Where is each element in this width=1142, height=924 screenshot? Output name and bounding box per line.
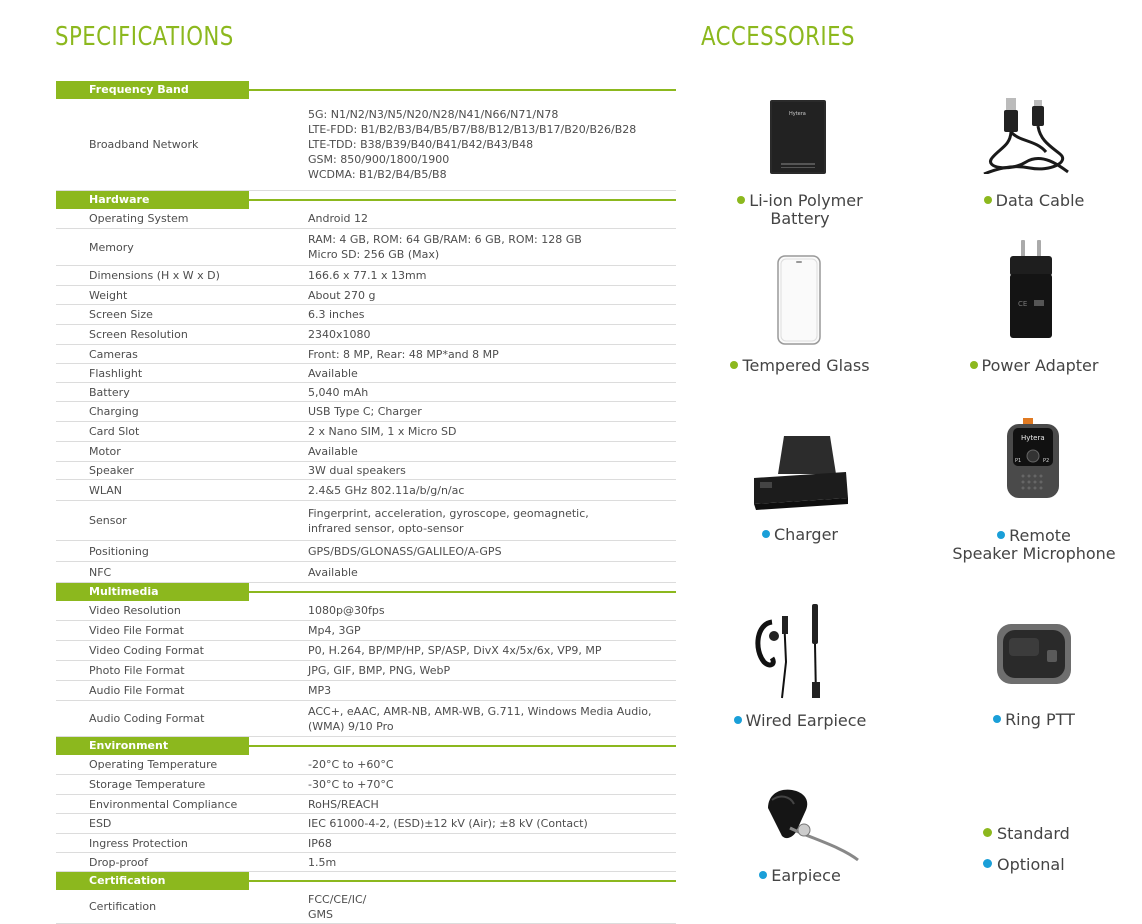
spec-label: Certification [89, 900, 157, 913]
spec-row [56, 99, 676, 191]
spec-label: Ingress Protection [89, 836, 188, 850]
spec-label: Environmental Compliance [89, 797, 238, 811]
standard-dot [730, 361, 738, 369]
spec-label: Screen Resolution [89, 328, 188, 341]
spec-label: Video Resolution [89, 604, 181, 617]
earpiece-icon [760, 786, 862, 864]
spec-row [56, 402, 676, 422]
spec-label: Memory [89, 240, 134, 254]
spec-label: Charging [89, 405, 139, 418]
spec-row [56, 442, 676, 462]
spec-label: Video Coding Format [89, 644, 204, 657]
speaker-mic-icon [1005, 418, 1061, 500]
spec-value: IP68 [308, 836, 332, 850]
legend-optional [983, 855, 1065, 874]
accessory-wired-earpiece [712, 712, 888, 730]
spec-row [56, 775, 676, 795]
spec-value: P0, H.264, BP/MP/HP, SP/ASP, DivX 4x/5x/6x, VP9, MP [308, 644, 602, 657]
spec-value: About 270 g [308, 288, 376, 302]
spec-label: Video File Format [89, 624, 184, 637]
spec-value: IEC 61000-4-2, (ESD)±12 kV (Air); ±8 kV (Contact) [308, 817, 588, 830]
speaker-brand: Hytera [1021, 434, 1045, 442]
spec-label: WLAN [89, 483, 123, 497]
spec-value: JPG, GIF, BMP, PNG, WebP [308, 664, 451, 677]
standard-dot [970, 361, 978, 369]
spec-label: Positioning [89, 544, 149, 558]
spec-row [56, 621, 676, 641]
spec-value: FCC/CE/IC/ GMS [308, 892, 367, 921]
spec-value: USB Type C; Charger [308, 405, 422, 418]
section-title: Frequency Band [56, 81, 249, 99]
battery-brand: Hytera [789, 111, 806, 117]
spec-row [56, 364, 676, 383]
spec-label: Battery [89, 385, 130, 399]
spec-label: Screen Size [89, 308, 153, 321]
spec-value: MP3 [308, 684, 332, 697]
speaker-key-p2: P2 [1043, 458, 1050, 464]
spec-value: -20°C to +60°C [308, 758, 394, 771]
spec-row [56, 480, 676, 501]
spec-label: Operating Temperature [89, 758, 218, 771]
optional-dot [759, 871, 767, 879]
spec-value: Available [308, 565, 358, 579]
spec-value: Available [308, 445, 358, 458]
section-title: Multimedia [56, 583, 249, 601]
spec-label: Audio File Format [89, 684, 185, 697]
spec-label: Cameras [89, 347, 138, 361]
spec-label: NFC [89, 565, 112, 579]
speaker-key-p1: P1 [1015, 458, 1022, 464]
spec-row [56, 266, 676, 286]
section-header [56, 583, 676, 601]
section-divider [249, 880, 676, 882]
section-title: Certification [56, 872, 249, 890]
glass-icon [776, 254, 822, 346]
adapter-icon [1008, 240, 1054, 340]
spec-row [56, 641, 676, 661]
accessory-label: Li-ion Polymer Battery [749, 191, 863, 228]
accessory-label: Tempered Glass [742, 356, 870, 375]
spec-value: 6.3 inches [308, 308, 365, 321]
ring-ptt-icon [995, 620, 1073, 690]
spec-value: Fingerprint, acceleration, gyroscope, geomagnetic, infrared sensor, opto-sensor [308, 506, 589, 535]
spec-label: Card Slot [89, 425, 140, 438]
accessory-charger [712, 526, 888, 544]
spec-row [56, 209, 676, 229]
accessory-label: Power Adapter [981, 356, 1099, 375]
spec-label: Motor [89, 445, 121, 458]
spec-value: Available [308, 366, 358, 380]
spec-row [56, 853, 676, 872]
spec-label: Flashlight [89, 366, 143, 380]
spec-label: Storage Temperature [89, 778, 206, 791]
accessory-label: Earpiece [771, 866, 841, 885]
spec-row [56, 286, 676, 305]
accessory-earpiece [712, 867, 888, 885]
spec-row [56, 795, 676, 814]
section-divider [249, 89, 676, 91]
accessory-remote-speaker-microphone [946, 527, 1122, 563]
spec-row [56, 229, 676, 266]
section-header [56, 737, 676, 755]
spec-value: 2 x Nano SIM, 1 x Micro SD [308, 425, 457, 438]
section-title: Environment [56, 737, 249, 755]
spec-value: 2.4&5 GHz 802.11a/b/g/n/ac [308, 483, 465, 497]
spec-row [56, 501, 676, 541]
standard-dot [737, 196, 745, 204]
section-divider [249, 591, 676, 593]
legend-standard-label: Standard [997, 824, 1070, 843]
legend-optional-label: Optional [997, 855, 1065, 874]
spec-value: 3W dual speakers [308, 464, 406, 477]
accessory-label: Remote Speaker Microphone [952, 526, 1116, 563]
section-divider [249, 199, 676, 201]
spec-label: Weight [89, 288, 128, 302]
spec-row [56, 422, 676, 442]
specifications-table [56, 81, 676, 924]
spec-row [56, 462, 676, 480]
spec-value: 1080p@30fps [308, 604, 385, 617]
spec-value: 166.6 x 77.1 x 13mm [308, 269, 427, 282]
optional-dot [734, 716, 742, 724]
spec-row [56, 601, 676, 621]
spec-value: 2340x1080 [308, 328, 371, 341]
accessory-label: Wired Earpiece [745, 711, 867, 730]
section-header [56, 191, 676, 209]
cable-icon [980, 96, 1072, 174]
spec-row [56, 541, 676, 562]
spec-row [56, 562, 676, 583]
spec-row [56, 890, 676, 924]
spec-label: Operating System [89, 212, 189, 225]
section-header [56, 872, 676, 890]
wired-earpiece-icon [752, 602, 832, 700]
accessory-label: Data Cable [995, 191, 1085, 210]
spec-row [56, 834, 676, 853]
spec-row [56, 681, 676, 701]
spec-row [56, 755, 676, 775]
optional-dot [762, 530, 770, 538]
section-title: Hardware [56, 191, 249, 209]
spec-row [56, 305, 676, 325]
accessory-ring-ptt [946, 711, 1122, 729]
optional-dot [997, 531, 1005, 539]
spec-label: Sensor [89, 514, 127, 527]
charger-icon [750, 434, 850, 510]
accessories-title: ACCESSORIES [701, 22, 855, 52]
spec-row [56, 345, 676, 364]
spec-value: Mp4, 3GP [308, 624, 361, 637]
battery-icon [769, 99, 827, 175]
spec-label: Dimensions (H x W x D) [89, 269, 220, 282]
spec-row [56, 661, 676, 681]
spec-value: GPS/BDS/GLONASS/GALILEO/A-GPS [308, 544, 502, 558]
spec-row [56, 814, 676, 834]
spec-value: ACC+, eAAC, AMR-NB, AMR-WB, G.711, Windows Media Audio, (WMA) 9/10 Pro [308, 704, 652, 733]
spec-label: Photo File Format [89, 664, 185, 677]
accessory-label: Charger [774, 525, 838, 544]
accessory-data-cable [946, 192, 1122, 210]
optional-dot [983, 859, 992, 868]
specifications-title: SPECIFICATIONS [55, 22, 234, 52]
spec-label: Audio Coding Format [89, 712, 205, 725]
standard-dot [984, 196, 992, 204]
spec-value: 5G: N1/N2/N3/N5/N20/N28/N41/N66/N71/N78 LTE-FDD: B1/B2/B3/B4/B5/B7/B8/B12/B13/B17/B20/B26/B28 LTE-TDD: B38/B39/B40/B41/B42/B43/B48 GSM: 850/900/1800/1900 WCDMA: B1/B2/B4/B5/B8 [308, 108, 637, 181]
spec-value: RoHS/REACH [308, 797, 379, 811]
section-header [56, 81, 676, 99]
spec-value: 5,040 mAh [308, 385, 369, 399]
accessory-tempered-glass [712, 357, 888, 375]
spec-label: Broadband Network [89, 138, 199, 151]
spec-row [56, 701, 676, 737]
section-divider [249, 745, 676, 747]
spec-value: RAM: 4 GB, ROM: 64 GB/RAM: 6 GB, ROM: 128 GB Micro SD: 256 GB (Max) [308, 233, 582, 261]
spec-label: Drop-proof [89, 855, 149, 869]
spec-label: ESD [89, 817, 112, 830]
spec-label: Speaker [89, 464, 134, 477]
svg-text:CE: CE [1018, 300, 1028, 308]
optional-dot [993, 715, 1001, 723]
accessory-battery [712, 192, 888, 228]
standard-dot [983, 828, 992, 837]
legend-standard [983, 824, 1070, 843]
spec-value: -30°C to +70°C [308, 778, 394, 791]
spec-value: Android 12 [308, 212, 369, 225]
spec-row [56, 325, 676, 345]
spec-row [56, 383, 676, 402]
spec-value: 1.5m [308, 855, 337, 869]
accessory-power-adapter [946, 357, 1122, 375]
spec-value: Front: 8 MP, Rear: 48 MP*and 8 MP [308, 347, 499, 361]
accessory-label: Ring PTT [1005, 710, 1075, 729]
